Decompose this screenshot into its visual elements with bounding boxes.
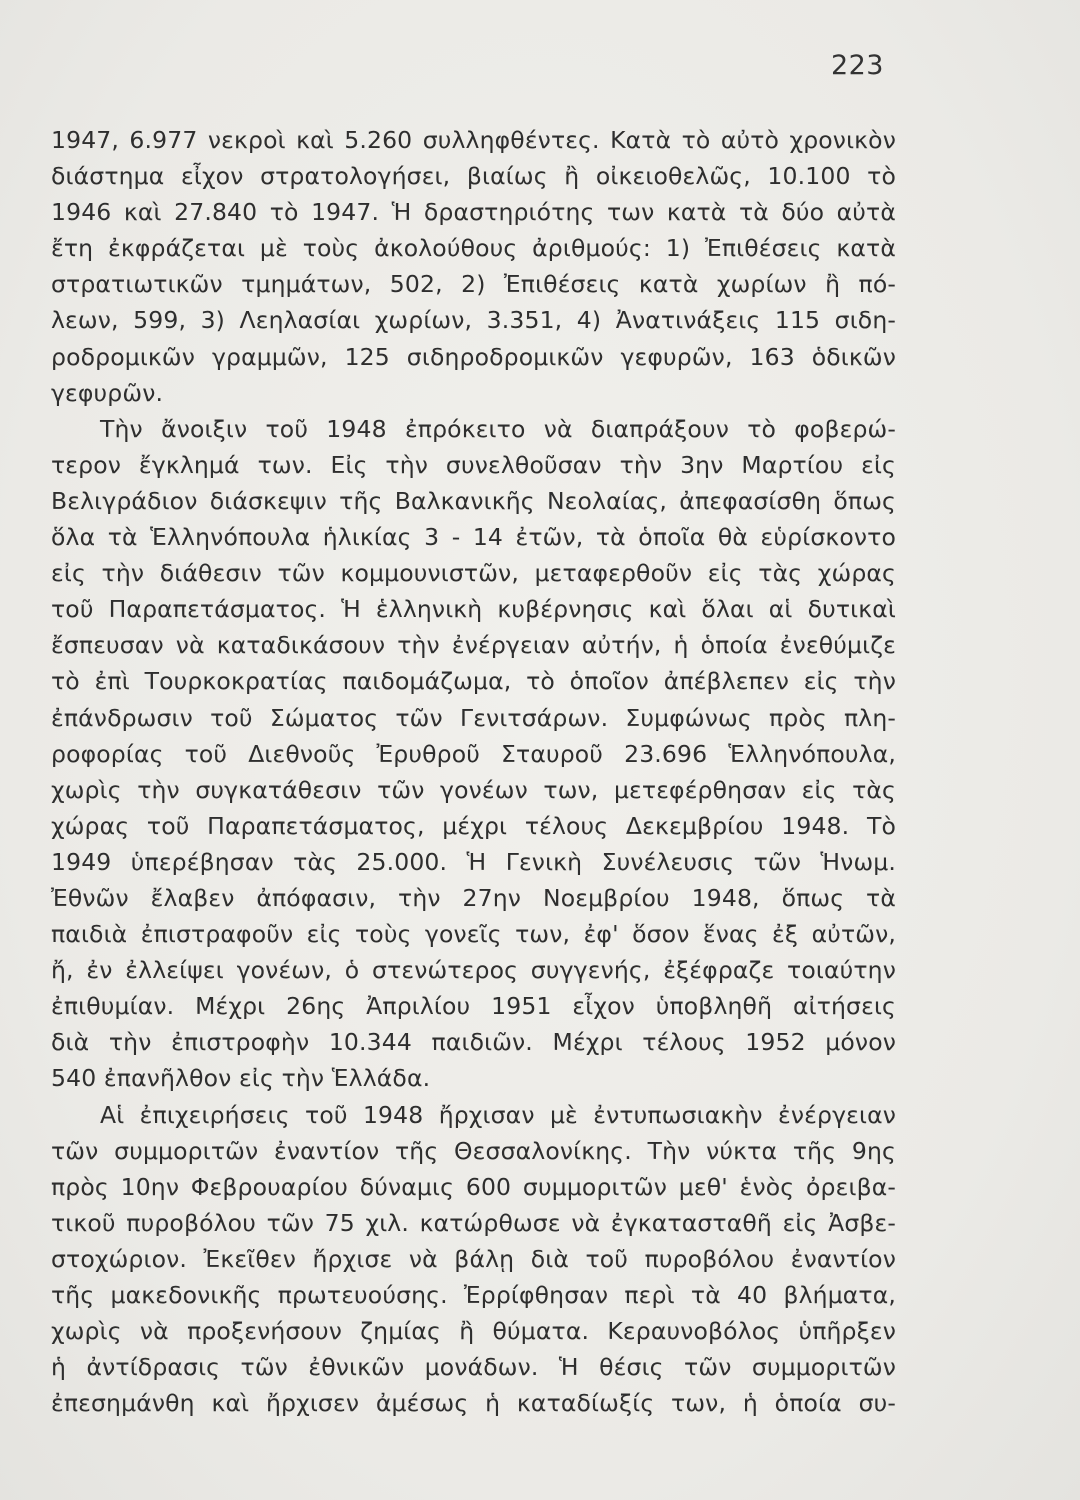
text-line: διὰ τὴν ἐπιστροφὴν 10.344 παιδιῶν. Μέχρι τέλους 1952 μόνον: [51, 1028, 896, 1057]
text-line: ροδρομικῶν γραμμῶν, 125 σιδηροδρομικῶν γεφυρῶν, 163 ὁδικῶν: [51, 342, 896, 371]
body-text: [51, 122, 896, 1421]
text-line: 1949 ὑπερέβησαν τὰς 25.000. Ἡ Γενικὴ Συνέλευσις τῶν Ἡνωμ.: [51, 847, 896, 876]
text-line: πρὸς 10ην Φεβρουαρίου δύναμις 600 συμμοριτῶν μεθ' ἑνὸς ὀρειβα-: [51, 1172, 896, 1201]
text-line: ἔσπευσαν νὰ καταδικάσουν τὴν ἐνέργειαν αὐτήν, ἡ ὁποία ἐνεθύμιζε: [51, 631, 896, 660]
text-line: ἐπάνδρωσιν τοῦ Σώματος τῶν Γενιτσάρων. Συμφώνως πρὸς πλη-: [51, 703, 896, 732]
text-line: τοῦ Παραπετάσματος. Ἡ ἑλληνικὴ κυβέρνησις καὶ ὅλαι αἱ δυτικαὶ: [51, 595, 896, 624]
text-line: γεφυρῶν.: [51, 378, 164, 407]
text-line: Αἱ ἐπιχειρήσεις τοῦ 1948 ἤρχισαν μὲ ἐντυπωσιακὴν ἐνέργειαν: [100, 1100, 896, 1129]
text-line: τικοῦ πυροβόλου τῶν 75 χιλ. κατώρθωσε νὰ ἐγκατασταθῆ εἰς Ἀσβε-: [51, 1208, 896, 1237]
page-number: 223: [830, 50, 884, 81]
text-line: χωρὶς νὰ προξενήσουν ζημίας ἢ θύματα. Κεραυνοβόλος ὑπῆρξεν: [51, 1317, 896, 1346]
text-line: εἰς τὴν διάθεσιν τῶν κομμουνιστῶν, μεταφερθοῦν εἰς τὰς χώρας: [51, 559, 896, 588]
text-line: χωρὶς τὴν συγκατάθεσιν τῶν γονέων των, μετεφέρθησαν εἰς τὰς: [51, 775, 896, 804]
text-line: τῆς μακεδονικῆς πρωτευούσης. Ἐρρίφθησαν περὶ τὰ 40 βλήματα,: [51, 1281, 896, 1309]
text-line: τῶν συμμοριτῶν ἐναντίον τῆς Θεσσαλονίκης. Τὴν νύκτα τῆς 9ης: [51, 1136, 896, 1165]
text-line: ἤ, ἐν ἐλλείψει γονέων, ὁ στενώτερος συγγενής, ἐξέφραζε τοιαύτην: [51, 956, 896, 985]
text-line: Βελιγράδιον διάσκεψιν τῆς Βαλκανικῆς Νεολαίας, ἀπεφασίσθη ὅπως: [51, 486, 896, 515]
text-line: ἔτη ἐκφράζεται μὲ τοὺς ἀκολούθους ἀριθμούς: 1) Ἐπιθέσεις κατὰ: [51, 234, 896, 263]
text-line: λεων, 599, 3) Λεηλασίαι χωρίων, 3.351, 4) Ἀνατινάξεις 115 σιδη-: [51, 306, 896, 335]
text-line: ροφορίας τοῦ Διεθνοῦς Ἐρυθροῦ Σταυροῦ 23.696 Ἑλληνόπουλα,: [51, 739, 896, 768]
text-line: ὅλα τὰ Ἑλληνόπουλα ἡλικίας 3 - 14 ἐτῶν, τὰ ὁποῖα θὰ εὑρίσκοντο: [51, 523, 896, 552]
text-line: ἐπεσημάνθη καὶ ἤρχισεν ἀμέσως ἡ καταδίωξίς των, ἡ ὁποία συ-: [51, 1389, 896, 1418]
text-line: Ἐθνῶν ἔλαβεν ἀπόφασιν, τὴν 27ην Νοεμβρίου 1948, ὅπως τὰ: [51, 883, 896, 912]
text-line: ἡ ἀντίδρασις τῶν ἐθνικῶν μονάδων. Ἡ θέσις τῶν συμμοριτῶν: [51, 1353, 896, 1382]
text-line: διάστημα εἶχον στρατολογήσει, βιαίως ἢ οἰκειοθελῶς, 10.100 τὸ: [51, 162, 896, 191]
text-line: 1947, 6.977 νεκροὶ καὶ 5.260 συλληφθέντες. Κατὰ τὸ αὐτὸ χρονικὸν: [51, 126, 896, 154]
text-line: 1946 καὶ 27.840 τὸ 1947. Ἡ δραστηριότης των κατὰ τὰ δύο αὐτὰ: [51, 198, 896, 227]
text-line: 540 ἐπανῆλθον εἰς τὴν Ἑλλάδα.: [51, 1064, 431, 1093]
text-line: παιδιὰ ἐπιστραφοῦν εἰς τοὺς γονεῖς των, ἐφ' ὅσον ἕνας ἐξ αὐτῶν,: [51, 920, 896, 949]
text-line: χώρας τοῦ Παραπετάσματος, μέχρι τέλους Δεκεμβρίου 1948. Τὸ: [51, 811, 896, 840]
text-line: τερον ἔγκλημά των. Εἰς τὴν συνελθοῦσαν τὴν 3ην Μαρτίου εἰς: [51, 450, 896, 479]
text-line: ἐπιθυμίαν. Μέχρι 26ης Ἀπριλίου 1951 εἶχον ὑποβληθῆ αἰτήσεις: [51, 992, 896, 1021]
text-line: στοχώριον. Ἐκεῖθεν ἤρχισε νὰ βάλῃ διὰ τοῦ πυροβόλου ἐναντίον: [51, 1244, 896, 1273]
text-line: στρατιωτικῶν τμημάτων, 502, 2) Ἐπιθέσεις κατὰ χωρίων ἢ πό-: [51, 270, 896, 299]
text-line: Τὴν ἄνοιξιν τοῦ 1948 ἐπρόκειτο νὰ διαπράξουν τὸ φοβερώ-: [100, 414, 896, 443]
text-line: τὸ ἐπὶ Τουρκοκρατίας παιδομάζωμα, τὸ ὁποῖον ἀπέβλεπεν εἰς τὴν: [51, 667, 896, 696]
